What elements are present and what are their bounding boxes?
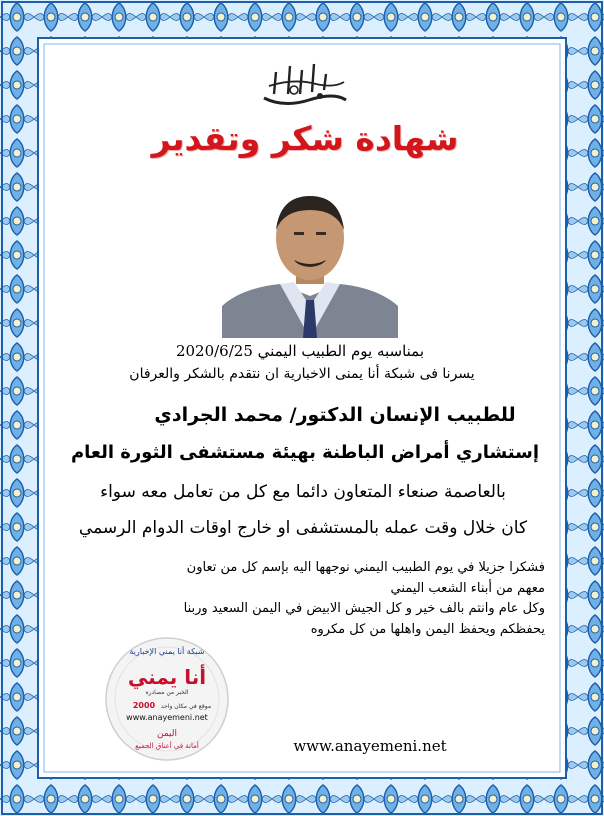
website-link[interactable]: www.anayemeni.net — [293, 737, 447, 755]
wishes-line-1: وكل عام وانتم بالف خير و كل الجيش الابيض في اليمن السعيد وربنا — [183, 601, 545, 616]
thanks-line-2: معهم من أبناء الشعب اليمني — [390, 580, 545, 596]
seal-count: 2000 — [132, 701, 156, 710]
seal-count-text: موقع في مكان واحد — [160, 703, 212, 710]
praise-line-2: كان خلال وقت عمله بالمستشفى او خارج اوقات الدوام الرسمي — [78, 518, 528, 538]
thanks-line-1: فشكرا جزيلا في يوم الطبيب اليمني نوجهها اليه بإسم كل من تعاون — [186, 560, 545, 575]
seal-motto: أمانة في أعناق الجميع — [135, 742, 199, 750]
intro-line: يسرنا فى شبكة أنا يمنى الاخبارية ان نتقدم بالشكر والعرفان — [129, 366, 475, 382]
calligraphy-emblem-icon — [254, 60, 354, 108]
seal-slogan: الخبر من مصادره — [145, 689, 189, 696]
recipient-name: للطبيب الإنسان الدكتور/ محمد الجرادي — [154, 404, 516, 426]
seal-badge-icon — [104, 636, 230, 762]
praise-line-1: بالعاصمة صنعاء المتعاون دائما مع كل من تعامل معه سواء — [100, 482, 506, 502]
seal-logo: أنا يمني — [127, 665, 207, 689]
news-network-seal — [104, 636, 230, 762]
occasion-line: بمناسبه يوم الطبيب اليمني 2020/6/25 — [175, 342, 425, 360]
portrait-photo — [222, 188, 398, 338]
seal-url: www.anayemeni.net — [126, 713, 208, 722]
recipient-position: إستشاري أمراض الباطنة بهيئة مستشفى الثورة العام — [70, 442, 540, 463]
wishes-line-2: يحفظكم ويحفظ اليمن واهلها من كل مكروه — [310, 621, 545, 637]
seal-top-arc: شبكة أنا يمني الإخبارية — [129, 647, 205, 656]
thanks-paragraph — [80, 558, 545, 640]
certificate-title: شهادة شكر وتقدير — [151, 119, 459, 158]
seal-country: اليمن — [156, 729, 178, 739]
